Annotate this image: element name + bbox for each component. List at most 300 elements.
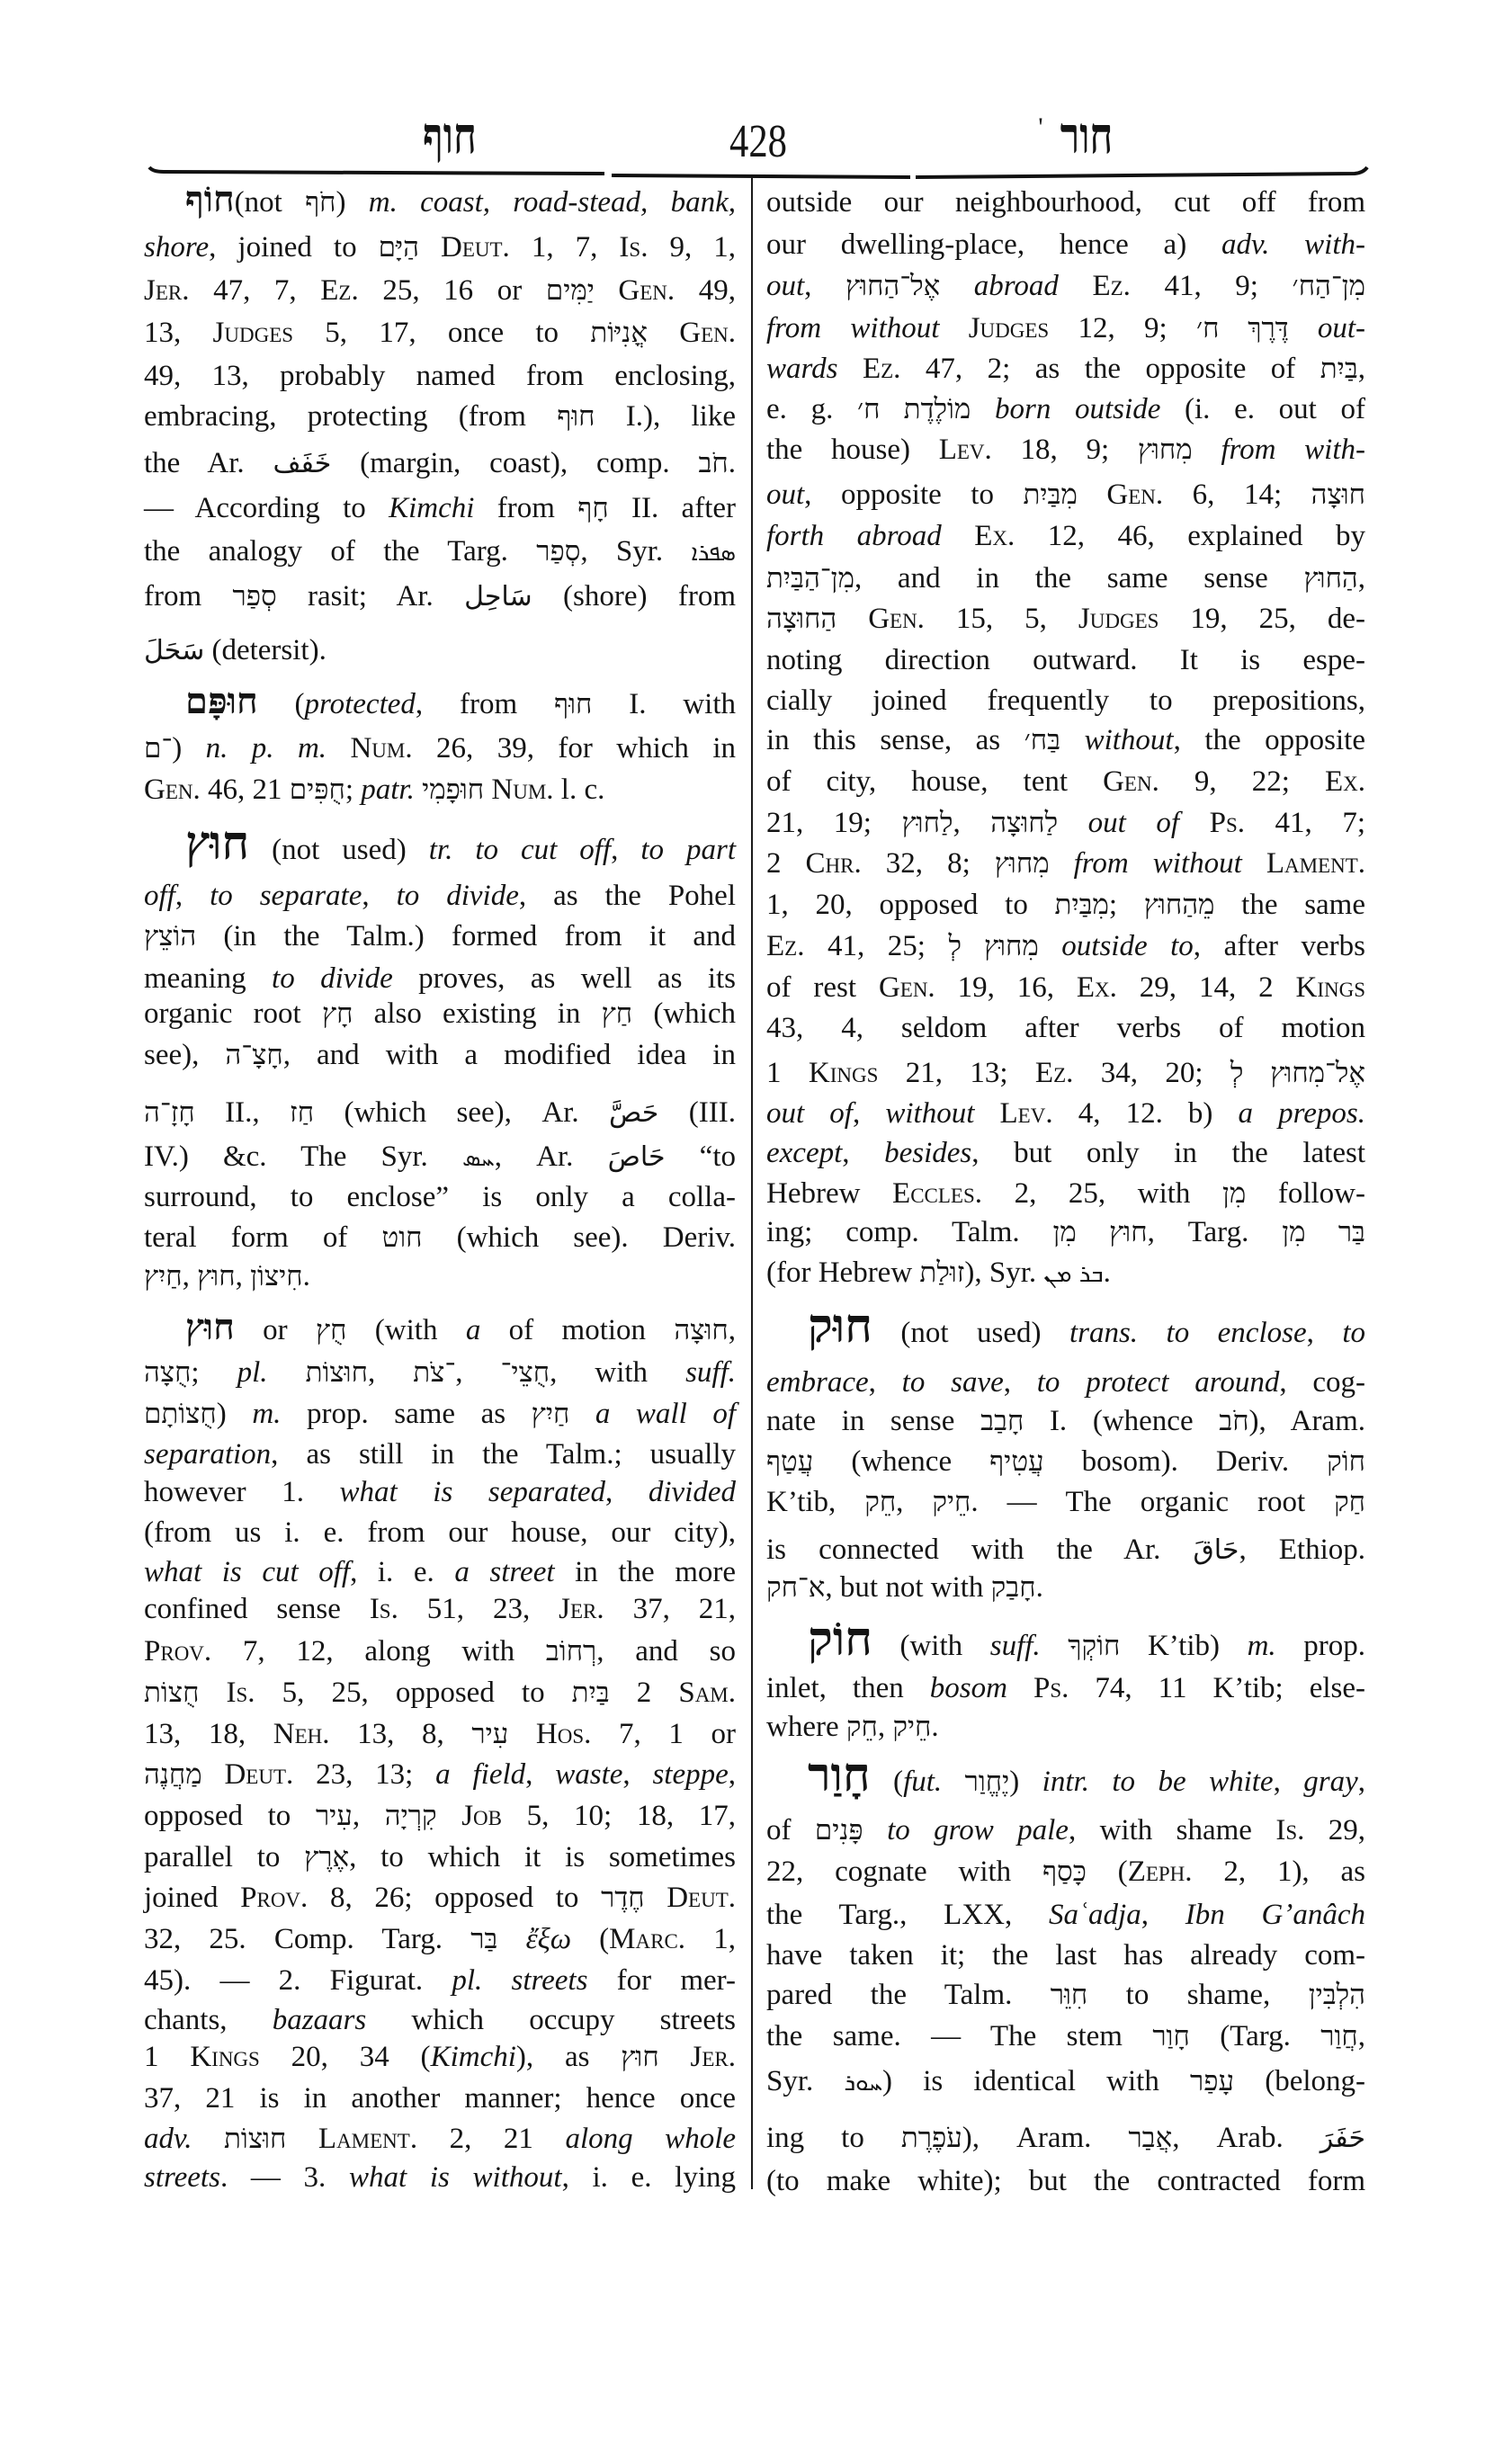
roman-text: , — [868, 1366, 902, 1399]
hebrew-word: חִיצוֹן — [250, 1260, 303, 1292]
roman-text: , but only in the latest — [971, 1137, 1366, 1169]
roman-text: 6, 14; — [1163, 478, 1311, 511]
small-caps-reference: Lament. — [1266, 847, 1365, 880]
hebrew-word: לַחוּצָה — [990, 807, 1059, 838]
small-caps-reference: Jer. — [559, 1593, 604, 1625]
text-line — [766, 967, 1365, 1008]
roman-text — [1289, 312, 1318, 344]
roman-text: , — [367, 1356, 414, 1389]
roman-text — [595, 274, 619, 307]
roman-text: 43, 4, seldom after verbs of motion — [766, 1012, 1365, 1044]
roman-text: 5, 17, once to — [293, 317, 591, 349]
hebrew-word: חוּצוֹת — [305, 1356, 368, 1388]
hebrew-word: מִבַּיִת — [1054, 889, 1109, 920]
small-caps-reference: Kings — [1295, 971, 1366, 1004]
text-line — [766, 639, 1365, 681]
roman-text: , — [362, 880, 397, 912]
roman-text: 25, 16 or — [358, 274, 546, 307]
roman-text: have taken it; the last has already com- — [766, 1939, 1365, 1972]
roman-text: (Targ. — [1189, 2020, 1321, 2052]
roman-text: . — [728, 447, 736, 479]
roman-text: 19, 16, — [935, 971, 1077, 1004]
roman-text: 2, 21 — [417, 2123, 566, 2155]
small-caps-reference: Ex. — [1076, 971, 1117, 1004]
hebrew-word: אֲבַר — [1128, 2122, 1173, 2153]
text-line — [766, 1935, 1365, 1976]
hebrew-word: זוּלַת — [919, 1256, 965, 1288]
small-caps-reference: Ps. — [1033, 1672, 1069, 1704]
hebrew-word: יַמִּים — [545, 274, 595, 306]
italic-text: a prepos. — [1238, 1097, 1366, 1130]
italic-text: m. coast, road-stead, bank, — [368, 186, 736, 219]
roman-text: , but not with — [825, 1571, 991, 1604]
roman-text: , as still in the Talm.; usually — [271, 1438, 736, 1471]
roman-text — [837, 603, 868, 635]
roman-text: ; — [191, 1356, 237, 1389]
roman-text: 13, — [144, 317, 213, 349]
roman-text — [202, 1758, 225, 1791]
roman-text: 34, 20; — [1073, 1057, 1230, 1089]
italic-text: what is separated — [339, 1476, 606, 1508]
roman-text: (which see). Deriv. — [422, 1221, 736, 1254]
text-line — [766, 720, 1365, 761]
hebrew-word: חֹף — [305, 186, 336, 218]
text-line — [766, 843, 1365, 884]
text-line — [766, 598, 1365, 639]
roman-text: 49, — [675, 274, 737, 307]
roman-text: (i. e. out of — [1160, 393, 1366, 425]
roman-text: ) — [172, 732, 206, 765]
entry-headword: חוּץ — [185, 1307, 235, 1347]
hebrew-word: כָּסַף — [1042, 1855, 1087, 1887]
roman-text: the Targ., LXX, — [766, 1899, 1050, 1931]
italic-text: Kimchi — [430, 2041, 516, 2073]
hebrew-word: חַץ — [601, 997, 633, 1029]
italic-text: suff. — [685, 1356, 737, 1389]
roman-text — [659, 2041, 691, 2073]
small-caps-reference: Judges — [212, 317, 294, 349]
roman-text: 2, 25, with — [982, 1177, 1222, 1210]
roman-text: , Syr. — [580, 535, 692, 568]
text-line — [144, 1352, 736, 1393]
entry-last-line — [144, 1256, 736, 1297]
small-caps-reference: Ez. — [320, 274, 359, 307]
roman-text: of motion — [480, 1314, 675, 1346]
roman-text: cially joined frequently to prepositions, — [766, 684, 1365, 717]
small-caps-reference: Deut. — [224, 1758, 294, 1791]
roman-text: ing; comp. Talm. — [766, 1216, 1053, 1248]
italic-text: m. — [252, 1398, 282, 1430]
roman-text: , — [1003, 1366, 1037, 1399]
roman-text — [415, 773, 422, 806]
roman-text: (whence — [813, 1445, 990, 1478]
roman-text: ), Aram. — [962, 2122, 1129, 2154]
roman-text: nate in sense — [766, 1405, 981, 1437]
small-caps-reference: Chr. — [805, 847, 862, 880]
roman-text: , — [842, 1137, 885, 1169]
italic-text: a field — [435, 1758, 526, 1791]
roman-text: (with — [872, 1630, 990, 1662]
entry-headword: חוֹף — [185, 179, 235, 219]
roman-text: ) is identical with — [882, 2065, 1191, 2097]
small-caps-reference: Prov. — [144, 1635, 212, 1668]
italic-text: suff. — [989, 1630, 1041, 1662]
italic-text: separation — [144, 1438, 272, 1471]
hebrew-word: חַז — [290, 1096, 315, 1128]
text-line — [766, 1894, 1365, 1936]
roman-text — [1039, 930, 1062, 962]
text-line — [144, 875, 736, 917]
text-line — [766, 1093, 1365, 1134]
roman-text: (to make white); but the contracted form — [766, 2165, 1365, 2197]
text-line — [144, 2078, 736, 2119]
roman-text — [863, 1814, 887, 1846]
small-caps-reference: Is. — [1275, 1814, 1305, 1846]
roman-text: l. c. — [553, 773, 605, 806]
italic-text: fut. — [903, 1766, 943, 1798]
italic-text: protected — [304, 688, 416, 720]
entry-first-line — [144, 681, 736, 725]
roman-text: in this sense, as — [766, 724, 1024, 756]
small-caps-reference: Is. — [619, 231, 649, 264]
text-line — [766, 1441, 1365, 1482]
roman-text: , — [352, 1800, 385, 1832]
italic-text: out — [766, 478, 805, 511]
roman-text: , — [877, 1711, 893, 1743]
hebrew-word: חוט — [381, 1221, 423, 1253]
roman-text: surround, to enclose” is only a colla- — [144, 1181, 736, 1213]
roman-text: ), as — [515, 2041, 622, 2073]
small-caps-reference: Marc. — [609, 1923, 686, 1955]
text-line — [766, 1668, 1365, 1709]
hebrew-word: חָזָ־ה — [144, 1096, 195, 1128]
hebrew-word: מוֹלֶדֶת ח׳ — [857, 393, 971, 425]
roman-text: ) — [216, 1398, 253, 1430]
text-line — [144, 396, 736, 437]
roman-text: ) — [1009, 1766, 1042, 1798]
italic-text: to divide — [396, 880, 519, 912]
entry-last-line — [766, 1252, 1365, 1293]
entry-first-line — [144, 179, 736, 223]
text-line — [144, 1754, 736, 1795]
text-line — [144, 1092, 736, 1133]
roman-text: prop. same as — [281, 1398, 532, 1430]
roman-text: from — [474, 492, 578, 524]
roman-text — [419, 231, 441, 264]
roman-text: , Ethiop. — [1239, 1533, 1365, 1566]
hebrew-word: חוּץ מִן — [1052, 1216, 1148, 1247]
roman-text: , from — [415, 688, 555, 720]
italic-text: from without — [766, 312, 940, 344]
small-caps-reference: Neh. — [273, 1718, 330, 1750]
hebrew-word: חוּץ — [621, 2041, 659, 2072]
roman-text: I.), like — [595, 400, 736, 433]
small-caps-reference: Ez. — [1034, 1057, 1074, 1089]
small-caps-reference: Gen. — [878, 971, 935, 1004]
roman-text: 46, 21 — [200, 773, 290, 806]
roman-text: joined — [144, 1882, 241, 1914]
roman-text: , opposite to — [804, 478, 1024, 511]
roman-text: 9, 1, — [648, 231, 737, 264]
roman-text: , as the Pohel — [518, 880, 736, 912]
hebrew-word: מִן־הַבַּיִת — [766, 562, 854, 594]
roman-text: ; — [1108, 889, 1144, 921]
text-line — [144, 487, 736, 529]
hebrew-word: חוּצָה — [674, 1314, 729, 1346]
text-line — [766, 1481, 1365, 1523]
roman-text: 32, 8; — [861, 847, 995, 880]
roman-text: inlet, then — [766, 1672, 930, 1704]
small-caps-reference: Kings — [190, 2041, 260, 2073]
italic-text: forth abroad — [766, 520, 942, 552]
hebrew-word: בַּח׳ — [1024, 724, 1061, 756]
roman-text — [1193, 434, 1221, 466]
roman-text: , — [896, 1486, 933, 1518]
roman-text: , joined to — [209, 231, 379, 264]
roman-text: 32, 25. Comp. Targ. — [144, 1923, 471, 1955]
hebrew-word: סְפַר — [536, 535, 581, 567]
text-line — [144, 312, 736, 353]
small-caps-reference: Gen. — [1103, 765, 1159, 798]
roman-text: , and in the same sense — [854, 562, 1304, 595]
entry-last-line — [144, 769, 736, 810]
roman-text: 41, 9; — [1130, 270, 1293, 302]
entry-first-line — [766, 1750, 1365, 1802]
hebrew-word: חֻץ — [315, 1314, 347, 1346]
italic-text: patr. — [361, 773, 415, 806]
text-line — [766, 474, 1365, 515]
hebrew-word: חוּף — [557, 400, 595, 432]
small-caps-reference: Num. — [350, 732, 413, 765]
small-caps-reference: Gen. — [144, 773, 201, 806]
hebrew-word: הַחוּץ — [1303, 562, 1358, 594]
small-caps-reference: Judges — [968, 312, 1050, 344]
small-caps-reference: Lev. — [999, 1097, 1053, 1130]
roman-text: the Ar. — [144, 447, 273, 479]
roman-text: , — [852, 1097, 886, 1130]
italic-text: to save — [901, 1366, 1004, 1399]
italic-text: wards — [766, 353, 838, 385]
roman-text: K’tib) — [1120, 1630, 1248, 1662]
text-line — [766, 2016, 1365, 2057]
roman-text: 13, 18, — [144, 1718, 273, 1750]
text-line — [144, 1393, 736, 1435]
text-line — [144, 1471, 736, 1513]
roman-text: , — [804, 270, 845, 302]
hebrew-word: חֻפִּים — [289, 773, 345, 805]
italic-text: abroad — [973, 270, 1059, 302]
greek-word: ἔξω — [525, 1923, 571, 1955]
small-caps-reference: Prov. — [240, 1882, 309, 1914]
roman-text: 19, 25, de- — [1159, 603, 1366, 635]
entry-headword: חוּפָּם — [185, 681, 258, 721]
roman-text: , with shame — [1068, 1814, 1276, 1846]
hebrew-word: לַחוּץ — [901, 807, 953, 838]
roman-text — [1060, 724, 1085, 756]
hebrew-word: עֲטַף — [766, 1445, 814, 1477]
roman-text — [1007, 1672, 1033, 1704]
text-line — [144, 1837, 736, 1878]
hebrew-word: חָוַר — [1152, 2020, 1190, 2052]
roman-text: ( — [571, 1923, 610, 1955]
small-caps-reference: Gen. — [618, 274, 675, 307]
roman-text — [1078, 478, 1107, 511]
roman-text: , and with a modified idea in — [282, 1039, 736, 1071]
italic-text: out — [766, 270, 805, 302]
roman-text: , — [1357, 1766, 1365, 1798]
roman-text: , — [622, 1758, 653, 1791]
text-line — [144, 443, 736, 484]
roman-text: , i. e. lying — [561, 2161, 737, 2194]
hebrew-word: חוֹקְךָ — [1068, 1630, 1121, 1661]
roman-text: 21, 19; — [766, 807, 902, 839]
text-line — [766, 182, 1365, 223]
syriac-word: ܚܘܪ — [844, 2070, 883, 2097]
text-line — [144, 728, 736, 769]
roman-text: 23, 13; — [293, 1758, 436, 1791]
italic-text: out of — [1087, 807, 1180, 839]
roman-text: in the more — [554, 1556, 737, 1588]
roman-text: II. after — [608, 492, 736, 524]
italic-text: waste — [555, 1758, 623, 1791]
roman-text: however 1. — [144, 1476, 340, 1508]
roman-text: 15, 5, — [924, 603, 1078, 635]
italic-text: from without — [1073, 847, 1242, 880]
text-line — [144, 1136, 736, 1177]
text-line — [144, 1512, 736, 1553]
entry-headword: חָוַר — [808, 1750, 871, 1802]
roman-text: 2 — [609, 1677, 679, 1709]
roman-text: ( — [257, 688, 305, 720]
text-line — [144, 2036, 736, 2078]
small-caps-reference: Ez. — [766, 930, 805, 962]
roman-text — [508, 1718, 536, 1750]
arabic-word: حَاصَ — [607, 1141, 666, 1173]
roman-text: (III. — [658, 1096, 736, 1129]
roman-text: 1, 20, opposed to — [766, 889, 1055, 921]
roman-text: also existing in — [353, 997, 602, 1030]
text-line — [766, 1400, 1365, 1442]
roman-text: 2 — [766, 847, 806, 880]
roman-text: I. with — [592, 688, 736, 720]
hebrew-word: חֻצוֹת — [144, 1677, 200, 1708]
text-line — [766, 348, 1365, 389]
roman-text — [1058, 807, 1088, 839]
hebrew-word: קִרְיָה — [384, 1800, 437, 1831]
italic-text: off — [144, 880, 175, 912]
text-line — [144, 1176, 736, 1218]
arabic-word: حَاقَ — [1193, 1534, 1239, 1566]
roman-text: IV.) &c. The Syr. — [144, 1140, 462, 1173]
small-caps-reference: Ex. — [1324, 765, 1366, 798]
roman-text: 22, cognate with — [766, 1855, 1042, 1888]
roman-text — [497, 1923, 525, 1955]
roman-text — [1179, 807, 1210, 839]
hebrew-word: חָצָ־ה — [225, 1039, 283, 1070]
text-line — [766, 1810, 1365, 1851]
roman-text: ( — [1086, 1855, 1128, 1888]
hebrew-word: אֳנִיּוֹת — [590, 317, 648, 348]
roman-text: 29, — [1304, 1814, 1365, 1846]
hebrew-word: חָבַק — [990, 1571, 1036, 1603]
column-divider — [751, 177, 753, 2189]
running-head-right-text: חור — [1060, 109, 1114, 165]
roman-text: 47, 7, — [189, 274, 321, 307]
roman-text: organic root — [144, 997, 322, 1030]
roman-text: , Arab. — [1172, 2122, 1320, 2154]
italic-text: to part — [640, 834, 736, 866]
roman-text — [569, 1398, 595, 1430]
entry-first-line — [766, 1614, 1365, 1667]
italic-text: m. — [1247, 1630, 1276, 1662]
italic-text: outside to — [1061, 930, 1194, 962]
roman-text: . — 3. — [219, 2161, 349, 2194]
italic-text: tr. to cut off — [428, 834, 612, 866]
roman-text: , — [1357, 2020, 1366, 2052]
hebrew-word: בַּיִת — [571, 1677, 610, 1708]
roman-text: to shame, — [1087, 1979, 1309, 2011]
hebrew-word: בַּר מִן — [1282, 1216, 1365, 1247]
roman-text: , — [1357, 562, 1365, 595]
hebrew-word: אֶל־מִחוּץ לְ — [1230, 1057, 1366, 1088]
roman-text: (not used) — [872, 1317, 1069, 1349]
roman-text: “to — [665, 1140, 736, 1173]
roman-text: , — [611, 834, 641, 866]
hebrew-word: חֻצוֹתָם — [144, 1398, 217, 1429]
roman-text: , to which it is sometimes — [349, 1841, 736, 1873]
small-caps-reference: Job — [461, 1800, 502, 1832]
roman-text: Syr. — [766, 2065, 845, 2097]
roman-text: ing to — [766, 2122, 901, 2154]
roman-text: bosom). Deriv. — [1043, 1445, 1328, 1478]
hebrew-word: חֻצֵי־ — [500, 1356, 550, 1388]
roman-text: (margin, coast), comp. — [331, 447, 699, 479]
roman-text: , — [1357, 353, 1366, 385]
hebrew-word: חַק — [1334, 1486, 1366, 1517]
syriac-word: ܒܪ ܡܢ — [1043, 1261, 1104, 1288]
roman-text — [971, 393, 995, 425]
hebrew-word: עֲטִיף — [989, 1445, 1044, 1477]
roman-text: I. (whence — [1024, 1405, 1220, 1437]
small-caps-reference: Lev. — [938, 434, 992, 466]
roman-text: — According to — [144, 492, 389, 524]
roman-text: (detersit). — [204, 634, 327, 666]
italic-text: pl. streets — [452, 1964, 588, 1997]
small-caps-reference: Judges — [1078, 603, 1159, 635]
right-column — [766, 0, 1365, 2450]
text-line — [144, 1588, 736, 1630]
roman-text: 13, 8, — [329, 1718, 472, 1750]
text-line — [766, 1173, 1365, 1214]
hebrew-word: יֶחֱוַר — [964, 1766, 1010, 1797]
roman-text: (not used) — [249, 834, 429, 866]
hebrew-word: מִבַּיִת — [1023, 478, 1078, 510]
text-line — [766, 1529, 1365, 1570]
roman-text: 74, 11 K’tib; else- — [1069, 1672, 1366, 1704]
roman-text: , the opposite — [1173, 724, 1365, 756]
small-caps-reference: Gen. — [1106, 478, 1164, 511]
roman-text: , i. e. — [350, 1556, 455, 1588]
roman-text — [327, 732, 350, 765]
roman-text: (from us i. e. from our house, our city), — [144, 1516, 736, 1549]
italic-text: adv. — [144, 2123, 192, 2155]
roman-text: 37, 21, — [604, 1593, 737, 1625]
roman-text: (which — [632, 997, 736, 1030]
roman-text — [1050, 847, 1074, 880]
italic-text: Kimchi — [389, 492, 475, 524]
roman-text: , — [525, 1758, 556, 1791]
roman-text: . — [931, 1711, 939, 1743]
